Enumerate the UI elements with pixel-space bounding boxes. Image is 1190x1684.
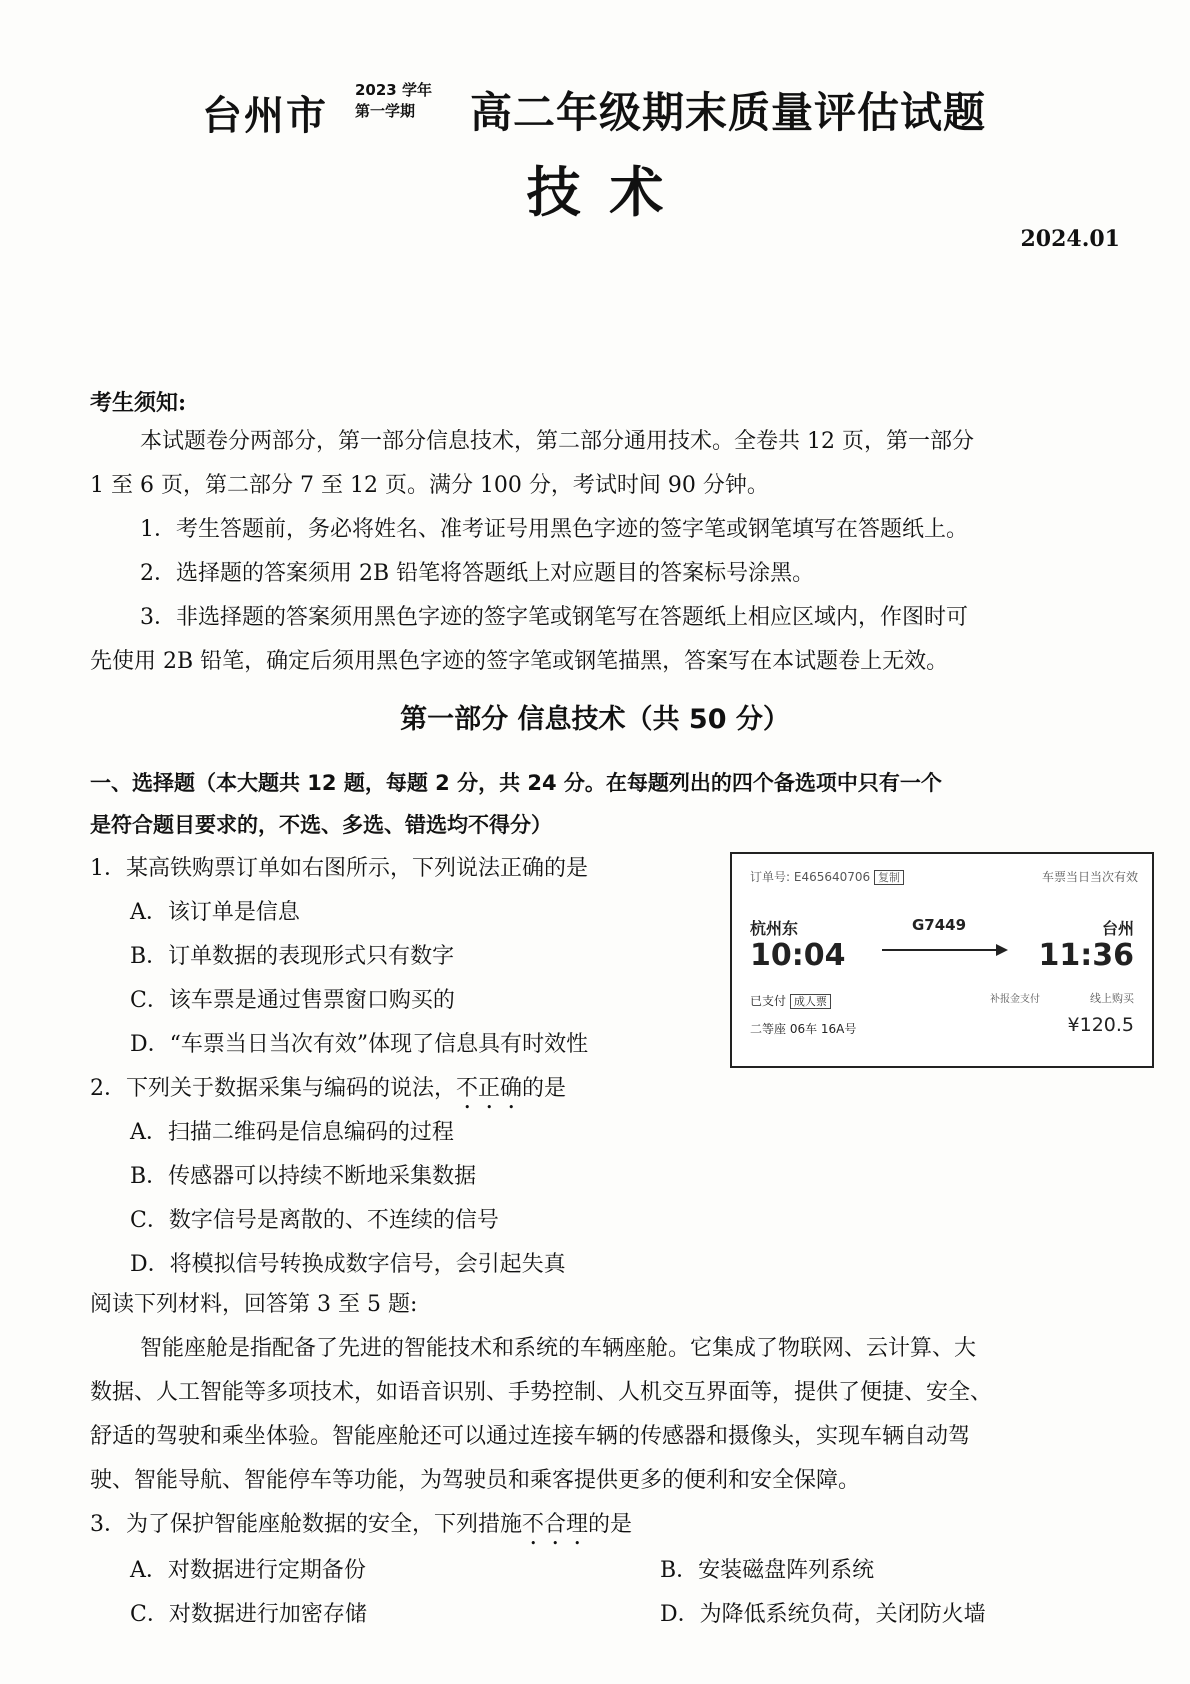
q2-stem bbox=[90, 1074, 566, 1114]
arrive-time: 11:36 bbox=[1038, 938, 1134, 973]
q2-option-b: B．传感器可以持续不断地采集数据 bbox=[130, 1164, 477, 1189]
to-station: 台州 bbox=[1101, 919, 1134, 938]
reading-line-4: 驶、智能导航、智能停车等功能，为驾驶员和乘客提供更多的便利和安全保障。 bbox=[90, 1468, 861, 1493]
q1-option-d: D．“车票当日当次有效”体现了信息具有时效性 bbox=[130, 1032, 589, 1057]
q3-stem-post: 的是 bbox=[588, 1512, 633, 1537]
city-name: 台州市 bbox=[202, 93, 328, 139]
q3-option-b: B．安装磁盘阵列系统 bbox=[660, 1558, 875, 1583]
train-ticket-figure bbox=[730, 852, 1154, 1068]
q3-option-c: C．对数据进行加密存储 bbox=[130, 1602, 367, 1627]
reading-line-2: 数据、人工智能等多项技术，如语音识别、手势控制、人机交互界面等，提供了便捷、安全、 bbox=[90, 1380, 993, 1405]
notice-item-2: 2．选择题的答案须用 2B 铅笔将答题纸上对应题目的答案标号涂黑。 bbox=[140, 561, 815, 586]
route-arrow-icon bbox=[996, 944, 1008, 956]
q1-stem: 1．某高铁购票订单如右图所示，下列说法正确的是 bbox=[90, 856, 588, 881]
q3-stem-pre: 3．为了保护智能座舱数据的安全，下列措施 bbox=[90, 1512, 522, 1537]
school-year: 2023 学年 bbox=[355, 81, 432, 99]
q2-stem-pre: 2．下列关于数据采集与编码的说法， bbox=[90, 1076, 456, 1101]
part1-title: 第一部分 信息技术（共 50 分） bbox=[400, 704, 790, 735]
copy-tag: 复制 bbox=[874, 870, 904, 885]
q2-option-c: C．数字信号是离散的、不连续的信号 bbox=[130, 1208, 499, 1233]
refund-note: 补报金支付 bbox=[990, 994, 1040, 1005]
q1-option-a: A．该订单是信息 bbox=[130, 900, 300, 925]
train-number: G7449 bbox=[912, 916, 967, 934]
notice-heading: 考生须知: bbox=[90, 390, 187, 416]
q2-stem-post: 的是 bbox=[522, 1076, 567, 1101]
q2-stem-emphasis: 不正确 bbox=[456, 1076, 523, 1101]
subject-title: 技 术 bbox=[526, 161, 664, 224]
exam-date: 2024.01 bbox=[1020, 226, 1120, 252]
exam-title: 高二年级期末质量评估试题 bbox=[470, 88, 987, 137]
notice-item-3-line1: 3．非选择题的答案须用黑色字迹的签字笔或钢笔写在答题纸上相应区域内，作图时可 bbox=[140, 605, 968, 630]
ticket-order-number bbox=[750, 868, 904, 885]
notice-para-line1: 本试题卷分两部分，第一部分信息技术，第二部分通用技术。全卷共 12 页，第一部分 bbox=[140, 429, 974, 454]
q3-stem-emphasis: 不合理 bbox=[522, 1512, 589, 1537]
board-note: 线上购买 bbox=[1090, 992, 1134, 1005]
section-heading-line1: 一、选择题（本大题共 12 题，每题 2 分，共 24 分。在每题列出的四个备选项中只有一个 bbox=[90, 771, 942, 795]
notice-para-line2: 1 至 6 页，第二部分 7 至 12 页。满分 100 分，考试时间 90 分钟。 bbox=[90, 473, 769, 498]
term-block bbox=[355, 80, 432, 122]
seat-info: 二等座 06车 16A号 bbox=[750, 1022, 857, 1036]
q1-option-c: C．该车票是通过售票窗口购买的 bbox=[130, 988, 455, 1013]
q3-option-d: D．为降低系统负荷，关闭防火墙 bbox=[660, 1602, 986, 1627]
q3-stem bbox=[90, 1510, 632, 1550]
reading-line-1: 智能座舱是指配备了先进的智能技术和系统的车辆座舱。它集成了物联网、云计算、大 bbox=[140, 1336, 977, 1361]
q1-option-b: B．订单数据的表现形式只有数字 bbox=[130, 944, 455, 969]
reading-intro: 阅读下列材料，回答第 3 至 5 题: bbox=[90, 1292, 418, 1317]
reading-line-3: 舒适的驾驶和乘坐体验。智能座舱还可以通过连接车辆的传感器和摄像头，实现车辆自动驾 bbox=[90, 1424, 971, 1449]
ticket-price: ¥120.5 bbox=[1067, 1014, 1134, 1036]
route-arrow-line bbox=[882, 949, 1000, 951]
exam-header bbox=[0, 70, 1190, 140]
q3-option-a: A．对数据进行定期备份 bbox=[130, 1558, 366, 1583]
paid-text: 已支付 bbox=[750, 994, 787, 1008]
notice-item-1: 1．考生答题前，务必将姓名、准考证号用黑色字迹的签字笔或钢笔填写在答题纸上。 bbox=[140, 517, 968, 542]
order-number-text: 订单号: E465640706 bbox=[750, 870, 871, 884]
payment-status bbox=[750, 992, 831, 1009]
from-station: 杭州东 bbox=[750, 919, 799, 938]
q2-option-d: D．将模拟信号转换成数字信号，会引起失真 bbox=[130, 1252, 566, 1277]
notice-item-3-line2: 先使用 2B 铅笔，确定后须用黑色字迹的签字笔或钢笔描黑，答案写在本试题卷上无效。 bbox=[90, 649, 949, 674]
q2-option-a: A．扫描二维码是信息编码的过程 bbox=[130, 1120, 454, 1145]
ticket-validity: 车票当日当次有效 bbox=[1041, 870, 1138, 884]
ticket-type-tag: 成人票 bbox=[790, 994, 831, 1009]
section-heading-line2: 是符合题目要求的，不选、多选、错选均不得分） bbox=[90, 813, 552, 837]
depart-time: 10:04 bbox=[750, 938, 846, 973]
semester: 第一学期 bbox=[355, 102, 416, 120]
